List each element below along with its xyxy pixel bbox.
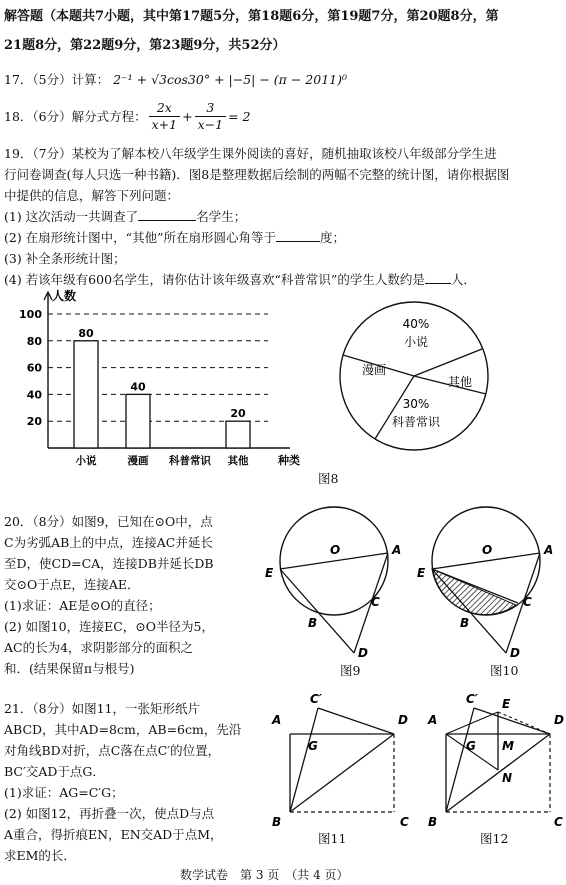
x-tick-label: 漫画 — [127, 455, 149, 466]
x-axis-label: 种类 — [278, 454, 300, 466]
pie-other-label: 其他 — [447, 375, 473, 389]
q18-frac1-numerator: 2x — [149, 100, 180, 117]
point-N-label: N — [502, 771, 513, 785]
point-A-label: A — [544, 543, 554, 557]
q20-line2: C为劣弧AB上的中点，连接AC并延长 — [4, 535, 213, 550]
q21-line1: 21．（8分）如图11，一张矩形纸片 — [4, 701, 201, 716]
point-C-label: C — [554, 815, 563, 829]
point-D-label: D — [510, 646, 520, 660]
q20-line3: 至D，使CD=CA，连接DB并延长DB — [4, 556, 214, 571]
pie-novel-label: 小说 — [403, 335, 429, 349]
pie-chart — [332, 296, 502, 456]
q18-fraction-1 — [149, 100, 180, 133]
point-E-label: E — [265, 566, 274, 580]
point-C-label: C — [523, 595, 532, 609]
bar — [126, 394, 150, 448]
point-O-label: O — [330, 543, 341, 557]
q20-line8: 和．(结果保留π与根号) — [4, 661, 135, 676]
q21-line5: (1)求证：AG=C′G； — [4, 785, 124, 800]
q20-line6: (2) 如图10，连接EC，⊙O半径为5， — [4, 619, 214, 634]
q19-sub4-suffix: 人． — [450, 272, 476, 287]
q20-line5: (1)求证：AE是⊙O的直径； — [4, 598, 161, 613]
point-B-label: B — [460, 616, 470, 630]
q19-sub1-suffix: 名学生； — [196, 209, 247, 224]
point-G-label: G — [466, 739, 476, 753]
x-tick-label: 科普常识 — [169, 455, 211, 466]
q20-line7: AC的长为4，求阴影部分的面积之 — [4, 640, 194, 655]
fig9-caption: 图9 — [340, 663, 361, 678]
question-17 — [4, 70, 347, 88]
y-tick-label: 80 — [26, 334, 42, 348]
point-D-label: D — [398, 713, 408, 727]
x-tick-label: 其他 — [227, 455, 249, 466]
point-B-label: B — [272, 815, 282, 829]
q19-sub2-suffix: 度； — [319, 230, 345, 245]
pie-novel-pct: 40% — [402, 317, 430, 331]
q21-line8: 求EM的长． — [4, 848, 76, 863]
point-O-label: O — [482, 543, 493, 557]
q21-line7: A重合，得折痕EN，EN交AD于点M， — [4, 827, 223, 842]
y-tick-label: 40 — [26, 388, 42, 402]
bar-value-label: 40 — [130, 380, 146, 394]
q21-line2: ABCD，其中AD=8cm，AB=6cm，先沿 — [4, 722, 242, 737]
pie-divider-2 — [414, 349, 482, 376]
fig8-caption: 图8 — [318, 471, 339, 486]
q18-rhs: = 2 — [228, 108, 251, 124]
answer-blank — [425, 272, 451, 284]
q20-line1: 20．（8分）如图9，已知在⊙O中，点 — [4, 514, 213, 529]
pie-sci-pct: 30% — [402, 397, 430, 411]
pie-comic-label: 漫画 — [361, 363, 387, 377]
fig12-caption: 图12 — [480, 831, 509, 846]
y-tick-label: 100 — [19, 308, 42, 321]
page-footer: 数学试卷 第 3 页 （共 4 页） — [180, 868, 349, 882]
q19-sub2 — [4, 228, 345, 246]
point-B-label: B — [308, 616, 318, 630]
q18-frac1-denominator: x+1 — [151, 116, 178, 132]
q18-frac2-denominator: x−1 — [197, 116, 224, 132]
q18-frac2-numerator: 3 — [195, 100, 226, 117]
q20-line4: 交⊙O于点E，连接AE． — [4, 577, 140, 592]
bar-value-label: 20 — [230, 407, 246, 421]
point-E-label: E — [417, 566, 426, 580]
q21-line4: BC′交AD于点G． — [4, 764, 105, 779]
point-A-label: A — [392, 543, 402, 557]
q19-sub2-text: (2) 在扇形统计图中，“其他”所在扇形圆心角等于 — [4, 230, 276, 245]
pie-sci-label: 科普常识 — [391, 415, 441, 429]
bar — [74, 341, 98, 448]
point-C-label: C — [371, 595, 380, 609]
figure-9 — [262, 505, 412, 665]
bar-value-label: 80 — [78, 326, 94, 340]
q21-line3: 对角线BD对折，点C落在点C′的位置， — [4, 743, 221, 758]
answer-blank — [276, 230, 320, 242]
q19-sub4-text: (4) 若该年级有600名学生，请你估计该年级喜欢“科普常识”的学生人数约是 — [4, 272, 425, 287]
fig10-caption: 图10 — [490, 663, 519, 678]
q19-line2: 行问卷调查(每人只选一种书籍)．图8是整理数据后绘制的两幅不完整的统计图，请你根据图 — [4, 167, 510, 182]
q17-label: 17．（5分）计算： — [4, 72, 110, 87]
point-D-label: D — [358, 646, 368, 660]
question-18 — [4, 96, 250, 136]
q17-expression: 2⁻¹ + √3cos30° + |−5| − (π − 2011)⁰ — [113, 72, 347, 87]
fig11-caption: 图11 — [318, 831, 347, 846]
point-B-label: B — [428, 815, 438, 829]
q18-plus: + — [182, 108, 193, 124]
section-header-line1: 解答题（本题共7小题，其中第17题5分，第18题6分，第19题7分，第20题8分，第 — [4, 9, 499, 24]
point-Cprime-label: C′ — [466, 692, 478, 706]
y-tick-label: 20 — [26, 415, 42, 429]
point-Cprime-label: C′ — [310, 692, 322, 706]
bar — [226, 421, 250, 448]
q19-sub1-text: (1) 这次活动一共调查了 — [4, 209, 139, 224]
y-tick-label: 60 — [26, 361, 42, 375]
figure-10 — [414, 505, 564, 665]
q19-sub3: (3) 补全条形统计图； — [4, 251, 126, 266]
section-header-line2: 21题8分，第22题9分，第23题9分，共52分） — [4, 38, 286, 53]
answer-blank — [138, 209, 196, 221]
point-C-label: C — [400, 815, 409, 829]
point-M-label: M — [502, 739, 514, 753]
y-axis-label: 人数 — [52, 289, 77, 303]
q19-sub1 — [4, 207, 246, 225]
point-G-label: G — [308, 739, 318, 753]
q19-line3: 中提供的信息，解答下列问题： — [4, 188, 180, 203]
x-tick-label: 小说 — [75, 455, 97, 466]
q19-line1: 19．（7分）某校为了解本校八年级学生课外阅读的喜好，随机抽取该校八年级部分学生进 — [4, 146, 497, 161]
q18-label: 18．（6分）解分式方程： — [4, 109, 147, 124]
point-A-label: A — [428, 713, 438, 727]
bar-chart — [0, 286, 330, 466]
q18-fraction-2 — [195, 100, 226, 133]
point-A-label: A — [272, 713, 282, 727]
point-E-label: E — [502, 697, 511, 711]
figure-11 — [264, 684, 424, 832]
q21-line6: (2) 如图12，再折叠一次，使点D与点 — [4, 806, 215, 821]
figure-12 — [420, 684, 566, 832]
point-D-label: D — [554, 713, 564, 727]
